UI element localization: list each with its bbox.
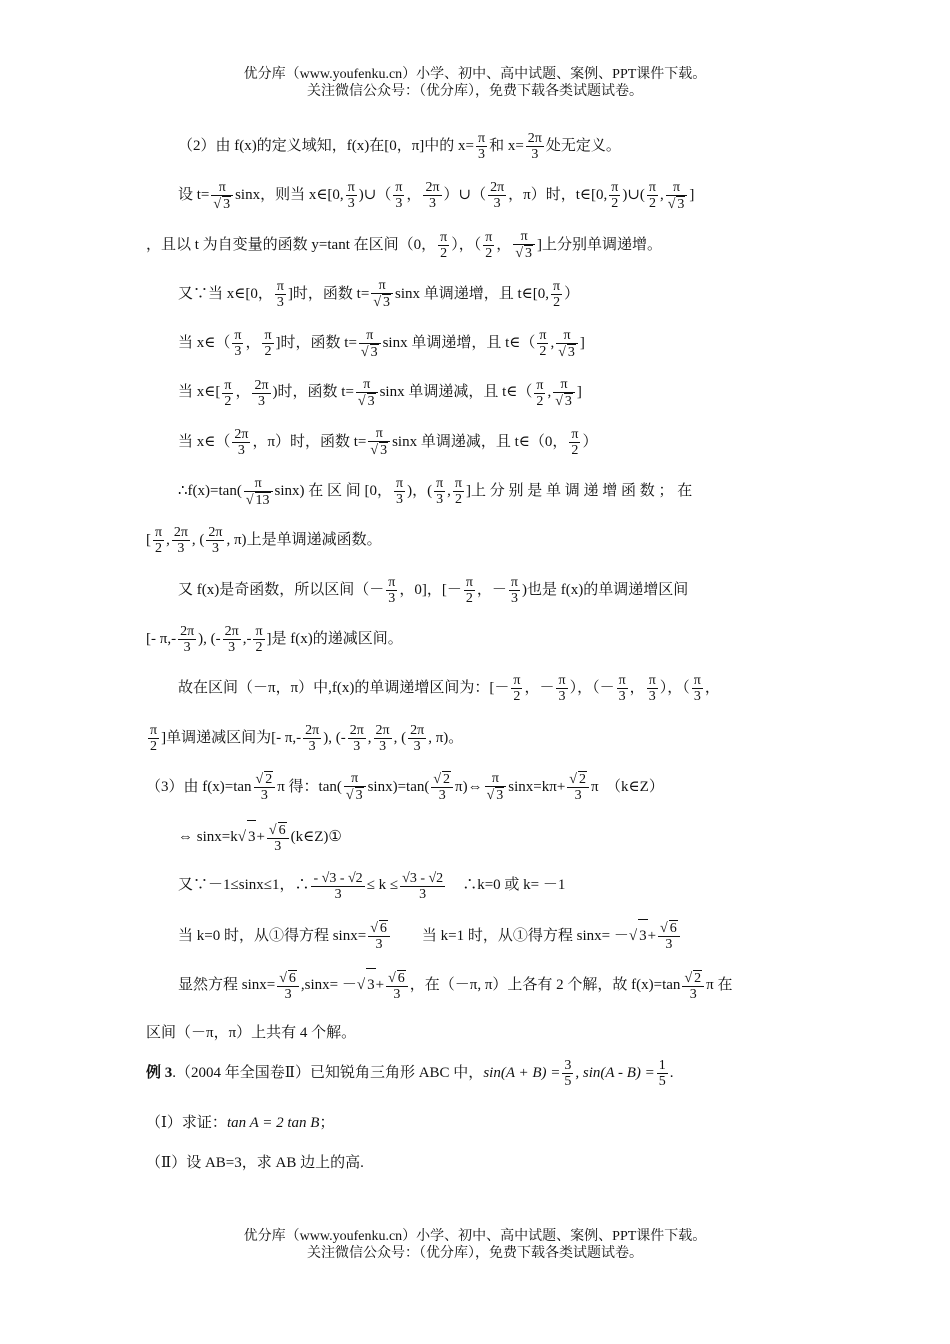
fraction: $\frac{\pi}{√ 3}$ (556, 328, 578, 360)
bounds-line: 又∵－1≤sinx≤1，∴ $\frac{- √3 - √2}{3}$ ≤ k ≤ $\frac{√3 - √2}{3}$ ∴k=0 或 k= －1 (178, 870, 566, 902)
header-line-1: 优分库（www.youfenku.cn）小学、初中、高中试题、案例、PPT课件下载。 (243, 67, 707, 82)
fraction: $\frac{\pi}{2}$ (155, 525, 163, 557)
fraction: $\frac{\pi}{3}$ (618, 673, 626, 705)
fraction: $\frac{\pi}{2}$ (255, 624, 263, 656)
fraction: $\frac{\pi}{√ 3}$ (359, 328, 381, 360)
fraction: $\frac{√ 2}{3}$ (254, 771, 276, 803)
fraction: $\frac{1}{5}$ (658, 1058, 666, 1090)
equation-1: ⇔ sinx=k√ 3+ $\frac{√ 6}{3}$ (k∈Z)① (146, 820, 808, 869)
fraction: $\frac{\pi}{2}$ (150, 722, 158, 754)
fraction: $\frac{\pi}{2}$ (440, 229, 448, 261)
fraction: $\frac{2\pi}{3}$ (208, 525, 223, 557)
fraction: $\frac{√ 6}{3}$ (658, 920, 680, 952)
fraction: $\frac{2\pi}{3}$ (234, 426, 249, 458)
para-set-t: 设 t= $\frac{\pi}{√ 3}$ sinx，则当 x∈[0, $\frac{\pi}{3}$ )∪（ $\frac{\pi}{3}$ ， $\frac{2\pi}{3}$ ）∪（ $\frac{2\pi}{3}$ ，π）时，t∈[0, $\frac{\pi}{2}$ )∪( $\frac{\pi}{2}$ , $\frac{\pi}{√ 3}$ ] (178, 179, 695, 212)
solutions-line: 显然方程 sinx= $\frac{√ 6}{3}$ ,sinx= －√ 3+ $\frac{√ 6}{3}$ ，在（－π, π）上各有 2 个解，故 f(x)=tan $\frac{√ 2}{3}$ π 在 (146, 968, 808, 1017)
fraction: $\frac{\pi}{√ 3}$ (368, 426, 390, 458)
fraction: $\frac{2\pi}{3}$ (410, 722, 425, 754)
k-cases: 当 k=0 时，从①得方程 sinx= $\frac{√ 6}{3}$ 当 k=1 时，从①得方程 sinx= －√ 3+ $\frac{√ 6}{3}$ (146, 919, 808, 968)
fraction: $\frac{- √3 - √2}{3}$ (313, 870, 363, 902)
fraction: $\frac{\pi}{√ 3}$ (553, 377, 575, 409)
fraction: $\frac{\pi}{2}$ (553, 278, 561, 310)
fraction: $\frac{\pi}{√ 3}$ (211, 180, 233, 212)
fraction: $\frac{\pi}{3}$ (347, 180, 355, 212)
fraction: $\frac{\pi}{2}$ (224, 377, 232, 409)
case-2: 当 x∈（ $\frac{\pi}{3}$ ， $\frac{\pi}{2}$ ]时，函数 t= $\frac{\pi}{√ 3}$ sinx 单调递增，且 t∈（ $\frac{\pi}{2}$ , $\frac{\pi}{√ 3}$ ] (178, 327, 585, 360)
fraction: $\frac{\pi}{3}$ (693, 673, 701, 705)
para-2-intro: （2）由 f(x)的定义域知，f(x)在[0，π]中的 x= $\frac{\pi}{3}$ 和 x= $\frac{2\pi}{3}$ 处无定义。 (178, 131, 621, 163)
fraction: $\frac{2\pi}{3}$ (173, 525, 188, 557)
hence-inc: 故在区间（－π，π）中,f(x)的单调递增区间为：[－ $\frac{\pi}{2}$ ，－ $\frac{\pi}{3}$ ），（－ $\frac{\pi}{3}$ ， $\frac{\pi}{3}$ ），（ $\frac{\pi}{3}$ ， (178, 673, 720, 705)
fraction: $\frac{\pi}{√ 3}$ (485, 771, 507, 803)
para-tan-increase: ，且以 t 为自变量的函数 y=tant 在区间（0， $\frac{\pi}{2}$ ），（ $\frac{\pi}{2}$ ， $\frac{\pi}{√ 3}$ ]上分别单调递增。 (146, 229, 662, 262)
fraction: $\frac{\pi}{3}$ (396, 476, 404, 508)
fraction: $\frac{\pi}{3}$ (648, 673, 656, 705)
fraction: $\frac{2\pi}{3}$ (180, 624, 195, 656)
conclusion-dec: [ $\frac{\pi}{2}$ , $\frac{2\pi}{3}$ , ( $\frac{2\pi}{3}$ , π)上是单调递减函数。 (146, 525, 382, 557)
fraction: $\frac{√3 - √2}{3}$ (402, 870, 444, 902)
fraction: $\frac{\pi}{3}$ (510, 574, 518, 606)
fraction: $\frac{2\pi}{3}$ (490, 180, 505, 212)
example-3-part-1: （Ⅰ）求证：tan A = 2 tan B； (146, 1114, 335, 1131)
fraction: $\frac{\pi}{√ 3}$ (344, 771, 366, 803)
odd-function-dec: [- π,- $\frac{2\pi}{3}$ ), (- $\frac{2\pi}{3}$ ,- $\frac{\pi}{2}$ ]是 f(x)的递减区间。 (146, 624, 403, 656)
para-3-intro: （3）由 f(x)=tan $\frac{√ 2}{3}$ π 得：tan( $\frac{\pi}{√ 3}$ sinx)=tan( $\frac{√ 2}{3}$ π)⇔ $\frac{\pi}{√ 3}$ sinx=kπ+ $\frac{√ 2}{3}$ π （k∈Z） (146, 771, 664, 804)
fraction: $\frac{\pi}{2}$ (536, 377, 544, 409)
fraction: $\frac{√ 2}{3}$ (431, 771, 453, 803)
fraction: $\frac{\pi}{2}$ (611, 180, 619, 212)
fraction: $\frac{\pi}{√ 3}$ (513, 229, 535, 261)
page-header (0, 66, 950, 100)
fraction: $\frac{\pi}{3}$ (436, 476, 444, 508)
page-footer (0, 1228, 950, 1262)
fraction: $\frac{2\pi}{3}$ (527, 131, 542, 163)
fraction: $\frac{\pi}{2}$ (648, 180, 656, 212)
fraction: $\frac{2\pi}{3}$ (305, 722, 320, 754)
document-body (146, 130, 808, 1187)
fraction: $\frac{√ 6}{3}$ (368, 920, 390, 952)
case-1: 又∵当 x∈[0， $\frac{\pi}{3}$ ]时，函数 t= $\frac{\pi}{√ 3}$ sinx 单调递增，且 t∈[0, $\frac{\pi}{2}$ ） (178, 278, 580, 311)
conclusion-inc: ∴f(x)=tan( $\frac{\pi}{√ 13}$ sinx) 在 区 间 [0， $\frac{\pi}{3}$ )，( $\frac{\pi}{3}$ , $\frac{\pi}{2}$ ]上 分 别 是 单 调 递 增 函 数 ； 在 (178, 475, 693, 508)
fraction: $\frac{\pi}{2}$ (264, 328, 272, 360)
footer-line-1: 优分库（www.youfenku.cn）小学、初中、高中试题、案例、PPT课件下载。 (243, 1229, 707, 1244)
fraction: $\frac{\pi}{3}$ (234, 328, 242, 360)
four-roots: 区间（－π，π）上共有 4 个解。 (146, 1025, 357, 1042)
fraction: $\frac{\pi}{2}$ (571, 426, 579, 458)
fraction: $\frac{\pi}{√ 3}$ (356, 377, 378, 409)
fraction: $\frac{\pi}{2}$ (485, 229, 493, 261)
fraction: $\frac{\pi}{3}$ (388, 574, 396, 606)
odd-function: 又 f(x)是奇函数，所以区间（－ $\frac{\pi}{3}$ ，0]，[－ $\frac{\pi}{2}$ ，－ $\frac{\pi}{3}$ )也是 f(x)的单调递增区间 (178, 574, 689, 606)
fraction: $\frac{√ 2}{3}$ (682, 970, 704, 1002)
fraction: $\frac{\pi}{√ 3}$ (666, 180, 688, 212)
fraction: $\frac{\pi}{√ 3}$ (371, 278, 393, 310)
header-line-2: 关注微信公众号：（优分库），免费下载各类试题试卷。 (307, 84, 643, 99)
hence-dec: $\frac{\pi}{2}$ ]单调递减区间为[- π,- $\frac{2\pi}{3}$ ), (- $\frac{2\pi}{3}$ , $\frac{2\pi}{3}$ , ( $\frac{2\pi}{3}$ , π)。 (150, 722, 464, 754)
example-3: 例 3.（2004 年全国卷Ⅱ）已知锐角三角形 ABC 中，sin(A + B) = $\frac{3}{5}$ , sin(A - B) = $\frac{1}{5}$ . (146, 1058, 674, 1090)
fraction: $\frac{\pi}{3}$ (395, 180, 403, 212)
fraction: $\frac{\pi}{√ 13}$ (244, 476, 273, 508)
fraction: $\frac{\pi}{2}$ (513, 673, 521, 705)
fraction: $\frac{3}{5}$ (564, 1058, 572, 1090)
fraction: $\frac{2\pi}{3}$ (349, 722, 364, 754)
example-3-part-2: （Ⅱ）设 AB=3，求 AB 边上的高. (146, 1154, 364, 1171)
fraction: $\frac{2\pi}{3}$ (375, 722, 390, 754)
fraction: $\frac{2\pi}{3}$ (254, 377, 269, 409)
fraction: $\frac{√ 6}{3}$ (386, 970, 408, 1002)
fraction: $\frac{2\pi}{3}$ (425, 180, 440, 212)
footer-line-2: 关注微信公众号：（优分库），免费下载各类试题试卷。 (307, 1246, 643, 1261)
fraction: $\frac{\pi}{2}$ (454, 476, 462, 508)
fraction: $\frac{√ 6}{3}$ (277, 970, 299, 1002)
fraction: $\frac{\pi}{3}$ (478, 131, 486, 163)
fraction: $\frac{2\pi}{3}$ (224, 624, 239, 656)
fraction: $\frac{√ 2}{3}$ (567, 771, 589, 803)
fraction: $\frac{√ 6}{3}$ (267, 822, 289, 854)
fraction: $\frac{\pi}{3}$ (558, 673, 566, 705)
fraction: $\frac{\pi}{3}$ (276, 278, 284, 310)
fraction: $\frac{\pi}{2}$ (465, 574, 473, 606)
case-4: 当 x∈（ $\frac{2\pi}{3}$ ，π）时，函数 t= $\frac{\pi}{√ 3}$ sinx 单调递减，且 t∈（0， $\frac{\pi}{2}$ ） (178, 426, 598, 459)
fraction: $\frac{\pi}{2}$ (539, 328, 547, 360)
case-3: 当 x∈[ $\frac{\pi}{2}$ ， $\frac{2\pi}{3}$ )时，函数 t= $\frac{\pi}{√ 3}$ sinx 单调递减，且 t∈（ $\frac{\pi}{2}$ , $\frac{\pi}{√ 3}$ ] (178, 377, 582, 410)
